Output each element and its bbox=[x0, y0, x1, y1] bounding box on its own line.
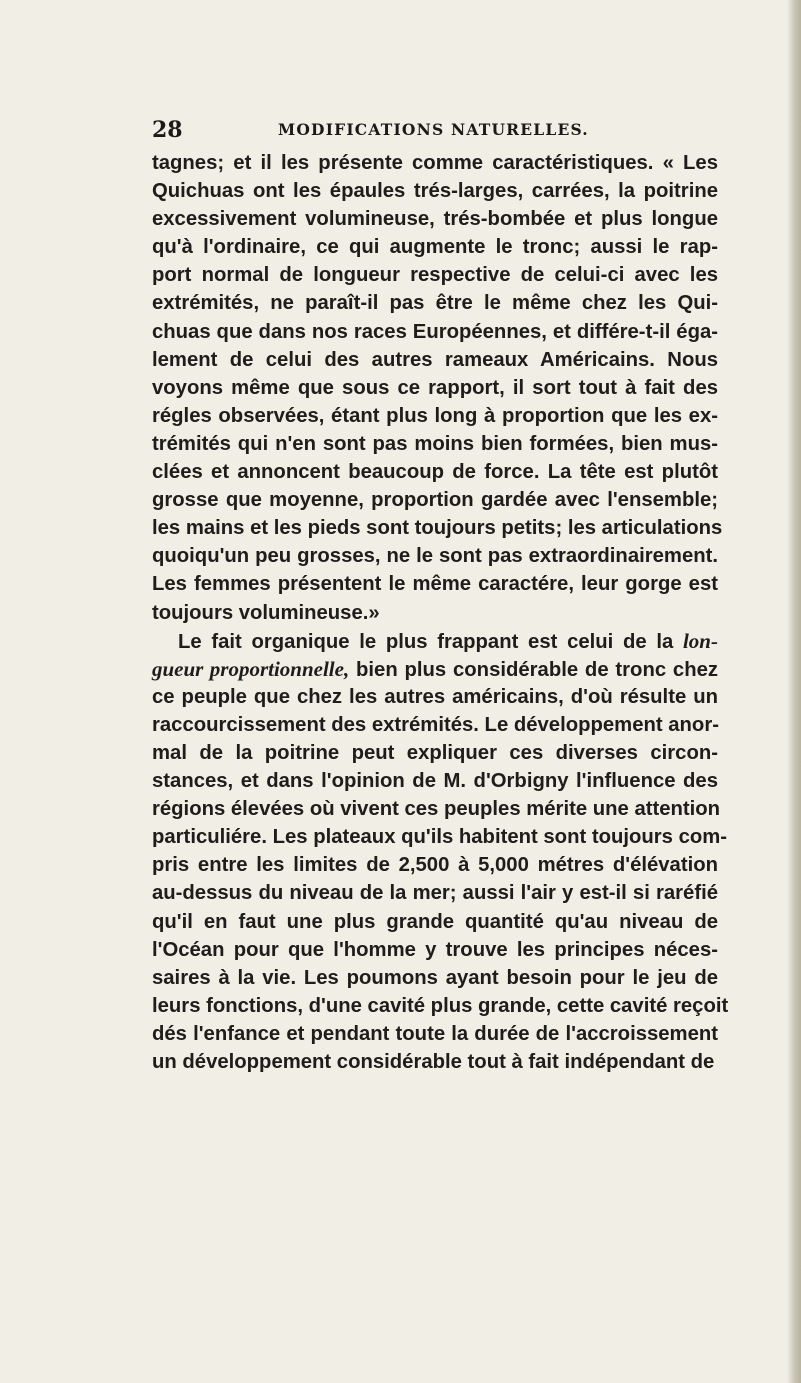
italic-fragment: gueur proportionnelle, bbox=[152, 656, 350, 681]
text-line: dés l'enfance et pendant toute la durée de l'accroissement bbox=[152, 1022, 718, 1045]
text-line: extrémités, ne paraît-il pas être le même chez les Qui- bbox=[152, 292, 718, 315]
text-fragment: bien plus considérable de tronc chez bbox=[349, 658, 719, 681]
text-line: qu'à l'ordinaire, ce qui augmente le tronc; aussi le rap- bbox=[152, 236, 718, 259]
body-text bbox=[152, 149, 729, 1076]
paragraph-2-first-line bbox=[152, 627, 718, 655]
text-line: ce peuple que chez les autres américains, d'où résulte un bbox=[152, 685, 718, 708]
text-line: toujours volumineuse.» bbox=[152, 601, 380, 624]
text-line: lement de celui des autres rameaux Américains. Nous bbox=[152, 348, 718, 371]
text-line: saires à la vie. Les poumons ayant besoin pour le jeu de bbox=[152, 966, 718, 989]
text-line: clées et annoncent beaucoup de force. La tête est plutôt bbox=[152, 461, 718, 484]
text-line: raccourcissement des extrémités. Le développement anor- bbox=[152, 713, 719, 736]
text-line: tagnes; et il les présente comme caractéristiques. « Les bbox=[152, 152, 718, 174]
text-line: leurs fonctions, d'une cavité plus grande, cette cavité reçoit bbox=[152, 994, 729, 1017]
text-line: excessivement volumineuse, trés-bombée et plus longue bbox=[152, 208, 718, 231]
text-line bbox=[152, 655, 718, 683]
page-edge-shadow bbox=[787, 0, 801, 1383]
page-header-title: MODIFICATIONS NATURELLES. bbox=[278, 120, 589, 139]
text-line: Quichuas ont les épaules trés-larges, carrées, la poitrine bbox=[152, 180, 718, 203]
text-line: chuas que dans nos races Européennes, et différe-t-il éga- bbox=[152, 320, 718, 343]
text-line: au-dessus du niveau de la mer; aussi l'air y est-il si raréfié bbox=[152, 882, 718, 905]
text-line: régions élevées où vivent ces peuples mérite une attention bbox=[152, 798, 721, 821]
text-line: qu'il en faut une plus grande quantité qu'au niveau de bbox=[152, 910, 718, 933]
text-line: les mains et les pieds sont toujours petits; les articulations bbox=[152, 517, 723, 540]
text-line: régles observées, étant plus long à proportion que les ex- bbox=[152, 404, 718, 427]
text-fragment: Le fait organique le plus frappant est celui de la bbox=[178, 630, 674, 653]
text-line: quoiqu'un peu grosses, ne le sont pas extraordinairement. bbox=[152, 545, 718, 568]
text-line: l'Océan pour que l'homme y trouve les principes néces- bbox=[152, 938, 718, 961]
page-number: 28 bbox=[152, 117, 183, 143]
italic-fragment: lon- bbox=[682, 628, 718, 653]
text-line: un développement considérable tout à fait indépendant de bbox=[152, 1051, 715, 1073]
text-line: trémités qui n'en sont pas moins bien formées, bien mus- bbox=[152, 432, 718, 455]
text-line: voyons même que sous ce rapport, il sort tout à fait des bbox=[152, 376, 718, 399]
text-line: port normal de longueur respective de celui-ci avec les bbox=[152, 264, 718, 287]
text-line: grosse que moyenne, proportion gardée avec l'ensemble; bbox=[152, 489, 718, 512]
text-line: stances, et dans l'opinion de M. d'Orbigny l'influence des bbox=[152, 770, 718, 793]
text-line: mal de la poitrine peut expliquer ces diverses circon- bbox=[152, 741, 718, 764]
text-line: pris entre les limites de 2,500 à 5,000 métres d'élévation bbox=[152, 854, 718, 877]
text-line: Les femmes présentent le même caractére, leur gorge est bbox=[152, 573, 718, 596]
running-head bbox=[152, 117, 722, 147]
text-line: particuliére. Les plateaux qu'ils habitent sont toujours com- bbox=[152, 826, 728, 849]
